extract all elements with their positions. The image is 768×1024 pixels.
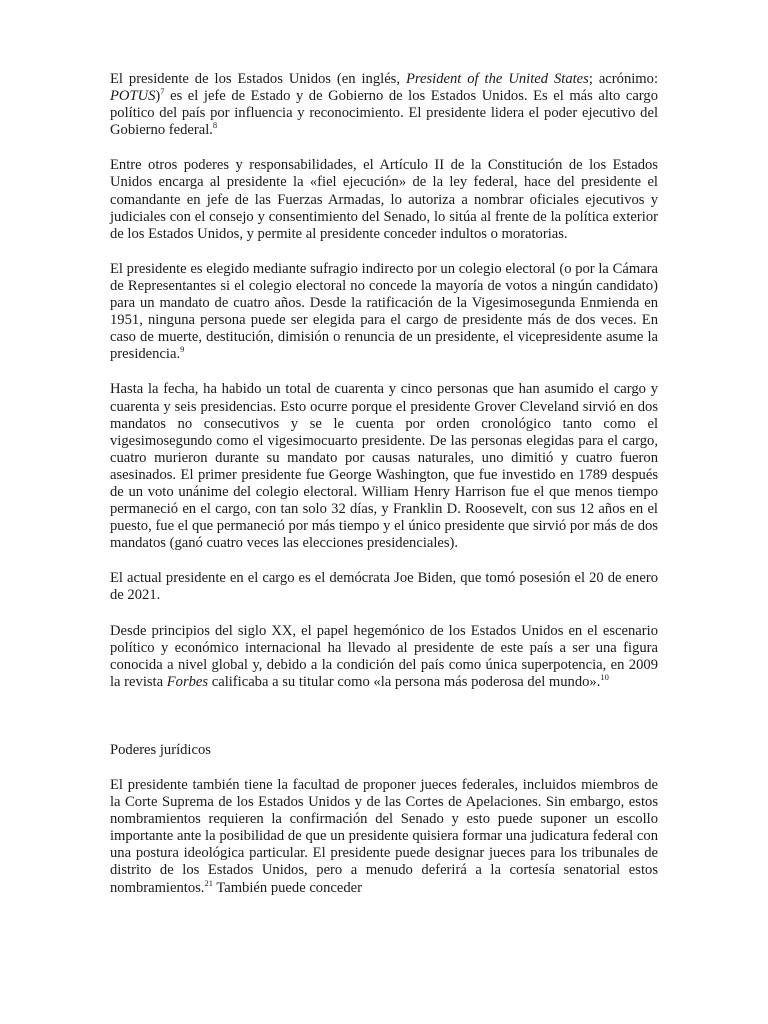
paragraph-text: El actual presidente en el cargo es el demócrata Joe Biden, que tomó posesión el 20 de enero de 2021. [110,570,658,604]
powers-section [110,777,658,897]
footnote-ref: 9 [180,344,185,355]
paragraph [110,71,658,139]
paragraph [110,381,658,552]
paragraph [110,570,658,604]
paragraph-text: es el jefe de Estado y de Gobierno de los Estados Unidos. Es el más alto cargo político del país por influencia y reconocimiento. El presidente lidera el poder ejecutivo del Gobierno federal. [110,88,658,139]
footnote-ref: 10 [600,671,609,682]
footnote-ref: 8 [212,120,218,131]
intro-section [110,71,658,691]
footnote-ref: 7 [160,86,165,97]
paragraph-text: calificaba a su titular como «la persona más poderosa del mundo». [208,673,601,690]
section-spacer [110,709,658,742]
paragraph-text: El presidente de los Estados Unidos (en inglés, [110,71,406,87]
paragraph-text: Hasta la fecha, ha habido un total de cuarenta y cinco personas que han asumido el cargo y cuarenta y seis presidencias. Esto ocurre porque el presidente Grover Cleveland sirvió en dos mandatos no consecutivos y se le cuenta por orden cronológico tanto como el vigesimosegundo como el vigesimocuarto presidente. De las personas elegidas para el cargo, cuatro murieron durante su mandato por causas naturales, uno dimitió y cuatro fueron asesinados. El primer presidente fue George Washington, que fue investido en 1789 después de un voto unánime del colegio electoral. William Henry Harrison fue el que menos tiempo permaneció en el cargo, con tan solo 32 días, y Franklin D. Roosevelt, con sus 12 años en el puesto, fue el que permaneció por más tiempo y el único presidente que sirvió por más de dos mandatos (ganó cuatro veces las elecciones presidenciales). [110,381,658,552]
paragraph-text: El presidente también tiene la facultad de proponer jueces federales, incluidos miembros de la Corte Suprema de los Estados Unidos y de las Cortes de Apelaciones. Sin embargo, estos nombramientos requieren la confirmación del Senado y esto puede suponer un escollo importante ante la posibilidad de que un presidente quisiera formar una judicatura federal con una postura ideológica particular. El presidente puede designar jueces para los tribunales de distrito de los Estados Unidos, pero a menudo deferirá a la cortesía senatorial estos nombramientos. [110,777,658,896]
section-heading: Poderes jurídicos [110,741,211,758]
paragraph [110,157,658,242]
paragraph [110,777,658,897]
paragraph-text: ) [155,88,161,105]
document-page [110,71,658,915]
paragraph [110,261,658,364]
paragraph [110,623,658,691]
italic-text: Forbes [166,673,209,690]
footnote-ref: 21 [204,877,213,888]
paragraph-text: Desde principios del siglo XX, el papel hegemónico de los Estados Unidos en el escenario político y económico internacional ha llevado al presidente de este país a ser una figura conocida a nivel global y, debido a la condición del país como única superpotencia, en 2009 la revista [110,622,658,690]
paragraph-text: Entre otros poderes y responsabilidades, el Artículo II de la Constitución de los Estados Unidos encarga al presidente la «fiel ejecución» de la ley federal, hace del presidente el comandante en jefe de las Fuerzas Armadas, lo autoriza a nombrar oficiales ejecutivos y judiciales con el consejo y consentimiento del Senado, lo sitúa al frente de la política exterior de los Estados Unidos, y permite al presidente conceder indultos o moratorias. [110,157,658,242]
paragraph-text: El presidente es elegido mediante sufragio indirecto por un colegio electoral (o por la Cámara de Representantes si el colegio electoral no concede la mayoría de votos a ningún candidato) para un mandato de cuatro años. Desde la ratificación de la Vigesimosegunda Enmienda en 1951, ninguna persona puede ser elegida para el cargo de presidente más de dos veces. En caso de muerte, destitución, dimisión o renuncia de un presidente, el vicepresidente asume la presidencia. [110,260,658,363]
paragraph-text: ; acrónimo: [588,71,659,87]
italic-text: President of the United States [405,71,589,87]
paragraph-text: También puede conceder [212,879,362,896]
italic-text: POTUS [110,88,156,105]
